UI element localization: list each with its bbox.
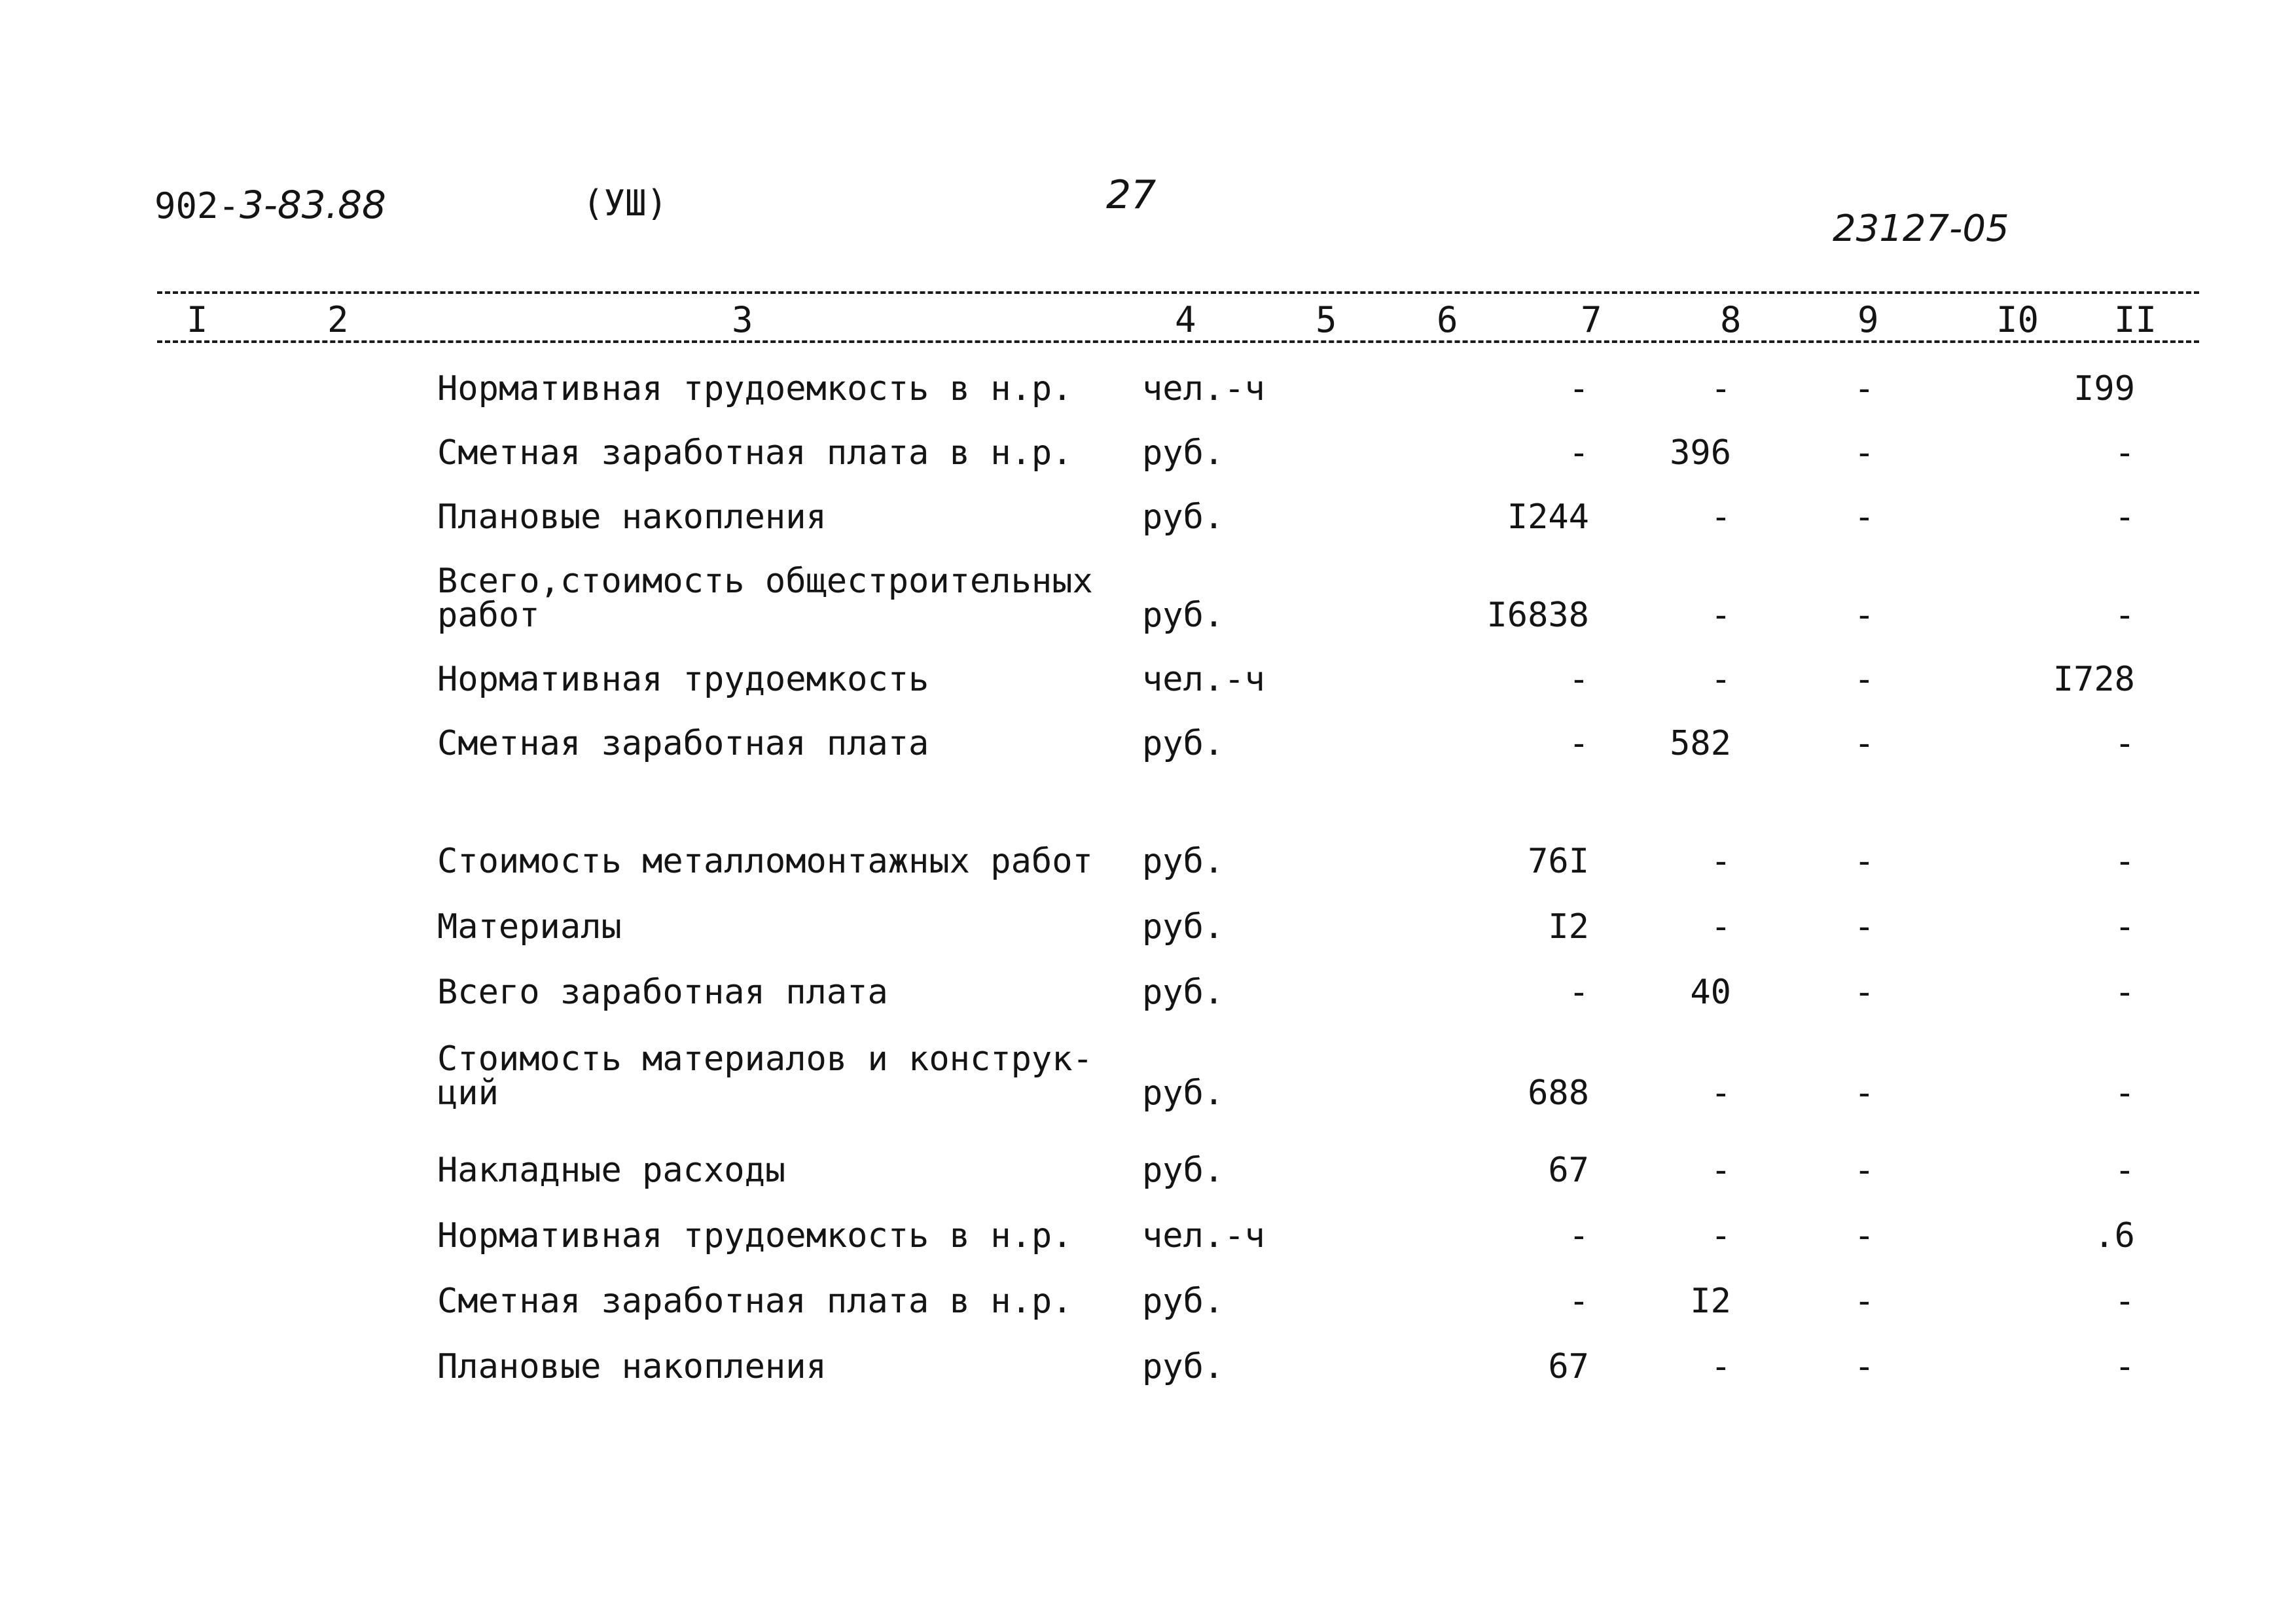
row-label: Сметная заработная плата в н.р. <box>437 1282 1073 1321</box>
row-unit: руб. <box>1142 1347 1225 1386</box>
row-unit: руб. <box>1142 497 1225 537</box>
column-number: 4 <box>1175 299 1196 340</box>
cell-col-9: - <box>1854 497 1874 537</box>
row-unit: руб. <box>1142 433 1225 473</box>
row-label: Плановые накопления <box>437 497 827 537</box>
column-number: II <box>2114 299 2157 340</box>
row-unit: руб. <box>1142 1282 1225 1321</box>
cell-col-7: I2 <box>1548 907 1589 947</box>
cell-col-7: 67 <box>1548 1347 1589 1386</box>
row-label: Всего,стоимость общестроительных работ <box>437 562 1093 635</box>
cell-col-8: 396 <box>1670 433 1731 473</box>
cell-col-7: I244 <box>1507 497 1589 537</box>
cell-col-11: - <box>2114 907 2135 947</box>
row-label: Стоимость металломонтажных работ <box>437 842 1093 881</box>
row-label: Плановые накопления <box>437 1347 827 1386</box>
cell-col-7: 76I <box>1528 842 1589 881</box>
column-number: 5 <box>1316 299 1337 340</box>
cell-col-9: - <box>1854 660 1874 699</box>
cell-col-7: - <box>1568 433 1589 473</box>
cell-col-11: - <box>2114 1347 2135 1386</box>
document-code <box>154 183 386 227</box>
cell-col-8: - <box>1710 1216 1731 1255</box>
row-label: Стоимость материалов и конструк- ций <box>437 1039 1093 1113</box>
cell-col-11: - <box>2114 1074 2135 1113</box>
column-number: I <box>187 299 208 340</box>
cell-col-8: - <box>1710 369 1731 408</box>
row-unit: руб. <box>1142 973 1225 1012</box>
cell-col-9: - <box>1854 724 1874 763</box>
row-unit: руб. <box>1142 1074 1225 1113</box>
cell-col-11: - <box>2114 842 2135 881</box>
column-number: 9 <box>1857 299 1879 340</box>
cell-col-9: - <box>1854 1151 1874 1190</box>
cell-col-11: - <box>2114 1282 2135 1321</box>
row-unit: руб. <box>1142 842 1225 881</box>
cell-col-11: - <box>2114 973 2135 1012</box>
row-label: Сметная заработная плата <box>437 724 929 763</box>
row-unit: руб. <box>1142 596 1225 635</box>
row-unit: руб. <box>1142 907 1225 947</box>
cell-col-8: - <box>1710 1151 1731 1190</box>
column-number: 8 <box>1720 299 1742 340</box>
cell-col-7: - <box>1568 660 1589 699</box>
cell-col-9: - <box>1854 1074 1874 1113</box>
cell-col-8: - <box>1710 596 1731 635</box>
row-label: Нормативная трудоемкость <box>437 660 929 699</box>
row-unit: чел.-ч <box>1142 1216 1265 1255</box>
cell-col-11: - <box>2114 433 2135 473</box>
document-code-handwritten: 3-83.88 <box>240 183 386 227</box>
cell-col-9: - <box>1854 369 1874 408</box>
cell-col-7: 688 <box>1528 1074 1589 1113</box>
row-label: Материалы <box>437 907 622 947</box>
cell-col-7: - <box>1568 1282 1589 1321</box>
row-unit: руб. <box>1142 1151 1225 1190</box>
cell-col-9: - <box>1854 973 1874 1012</box>
cell-col-8: - <box>1710 1074 1731 1113</box>
column-number: 6 <box>1437 299 1458 340</box>
cell-col-8: 40 <box>1690 973 1731 1012</box>
cell-col-11: - <box>2114 1151 2135 1190</box>
row-unit: чел.-ч <box>1142 369 1265 408</box>
cell-col-8: - <box>1710 660 1731 699</box>
row-unit: чел.-ч <box>1142 660 1265 699</box>
cell-col-9: - <box>1854 596 1874 635</box>
cell-col-7: - <box>1568 724 1589 763</box>
cell-col-8: 582 <box>1670 724 1731 763</box>
row-label: Нормативная трудоемкость в н.р. <box>437 1216 1073 1255</box>
row-label: Нормативная трудоемкость в н.р. <box>437 369 1073 408</box>
stamp-code: 23127-05 <box>1833 208 2009 250</box>
cell-col-9: - <box>1854 1347 1874 1386</box>
row-label: Сметная заработная плата в н.р. <box>437 433 1073 473</box>
cell-col-9: - <box>1854 433 1874 473</box>
cell-col-9: - <box>1854 842 1874 881</box>
section-label: (УШ) <box>583 183 668 224</box>
column-number: 7 <box>1581 299 1602 340</box>
cell-col-11: I728 <box>2053 660 2135 699</box>
cell-col-7: I6838 <box>1486 596 1589 635</box>
row-label: Всего заработная плата <box>437 973 888 1012</box>
document-code-printed: 902- <box>154 185 240 226</box>
cell-col-9: - <box>1854 1282 1874 1321</box>
header-top-rule <box>157 291 2199 294</box>
row-label: Накладные расходы <box>437 1151 786 1190</box>
cell-col-8: - <box>1710 842 1731 881</box>
column-number: 2 <box>327 299 349 340</box>
cell-col-11: - <box>2114 596 2135 635</box>
cell-col-7: - <box>1568 973 1589 1012</box>
cell-col-11: .6 <box>2094 1216 2135 1255</box>
cell-col-11: I99 <box>2073 369 2135 408</box>
cell-col-8: - <box>1710 1347 1731 1386</box>
header-bottom-rule <box>157 340 2199 343</box>
cell-col-9: - <box>1854 907 1874 947</box>
cell-col-8: - <box>1710 497 1731 537</box>
cell-col-7: 67 <box>1548 1151 1589 1190</box>
row-unit: руб. <box>1142 724 1225 763</box>
column-number: 3 <box>732 299 753 340</box>
cell-col-11: - <box>2114 497 2135 537</box>
cell-col-7: - <box>1568 369 1589 408</box>
page-number: 27 <box>1106 172 1157 218</box>
cell-col-8: I2 <box>1690 1282 1731 1321</box>
cell-col-9: - <box>1854 1216 1874 1255</box>
column-number: I0 <box>1996 299 2039 340</box>
cell-col-7: - <box>1568 1216 1589 1255</box>
cell-col-11: - <box>2114 724 2135 763</box>
cell-col-8: - <box>1710 907 1731 947</box>
